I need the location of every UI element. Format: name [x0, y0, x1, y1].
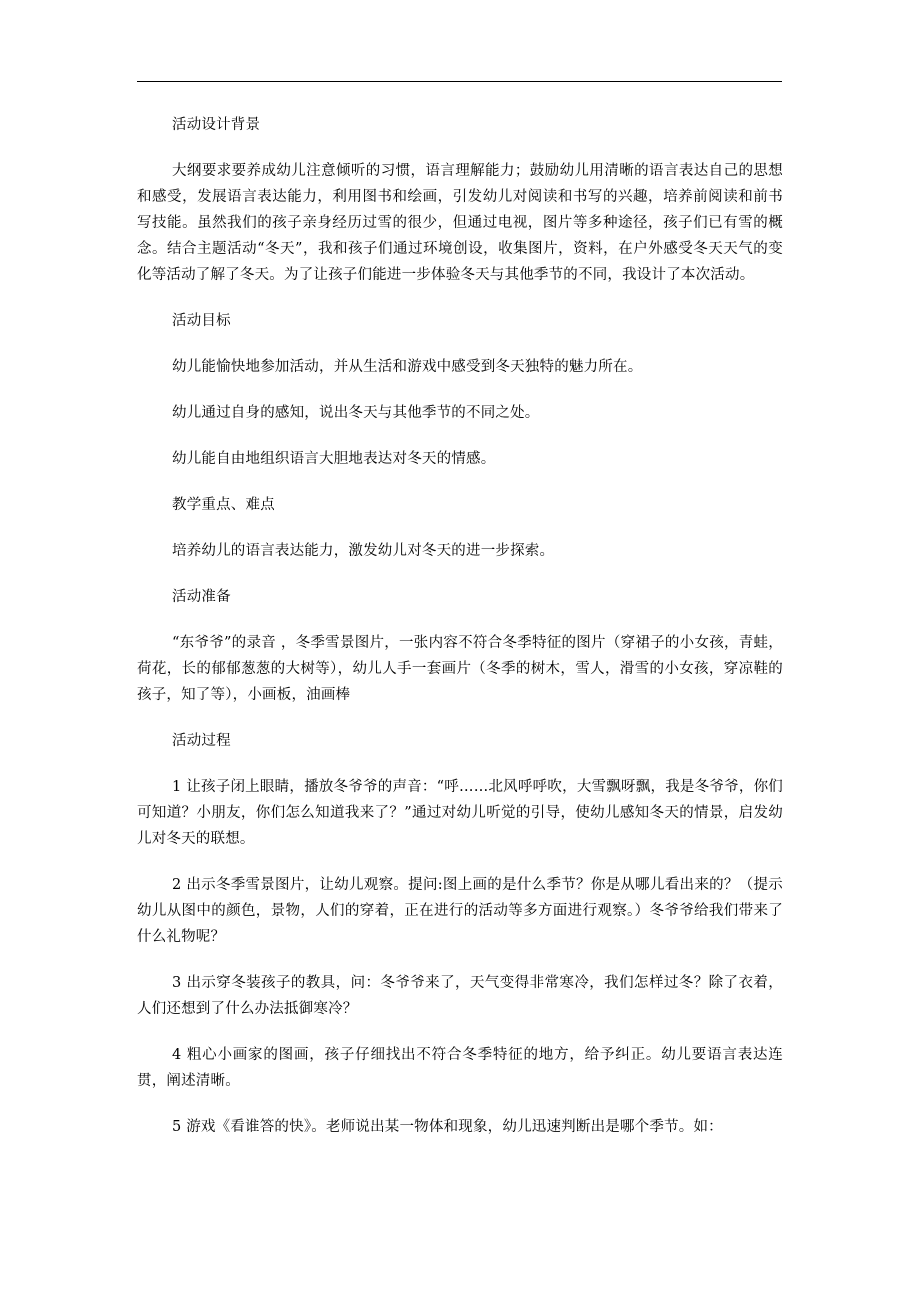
process-step: 3 出示穿冬装孩子的教具，问：冬爷爷来了，天气变得非常寒冷，我们怎样过冬？除了衣着，人们还想到了什么办法抵御寒冷？: [137, 975, 783, 1017]
preparation-paragraph: “东爷爷”的录音 ，冬季雪景图片，一张内容不符合冬季特征的图片（穿裙子的小女孩，青蛙，荷花，长的郁郁葱葱的大树等），幼儿人手一套画片（冬季的树木，雪人，滑雪的小女孩，穿凉鞋的孩子，知了等），小画板，油画棒: [137, 635, 783, 703]
process-step: 2 出示冬季雪景图片，让幼儿观察。提问:图上画的是什么季节？你是从哪儿看出来的？（提示幼儿从图中的颜色，景物，人们的穿着，正在进行的活动等多方面进行观察。）冬爷爷给我们带来了什么礼物呢？: [137, 877, 783, 945]
key-points-paragraph: 培养幼儿的语言表达能力，激发幼儿对冬天的进一步探索。: [172, 543, 555, 559]
section-heading-background: 活动设计背景: [172, 117, 261, 133]
background-paragraph: 大纲要求要养成幼儿注意倾听的习惯，语言理解能力；鼓励幼儿用清晰的语言表达自己的思想和感受，发展语言表达能力，利用图书和绘画，引发幼儿对阅读和书写的兴趣，培养前阅读和前书写技能。虽然我们的孩子亲身经历过雪的很少，但通过电视，图片等多种途径，孩子们已有雪的概念。结合主题活动“冬天”，我和孩子们通过环境创设，收集图片，资料，在户外感受冬天天气的变化等活动了解了冬天。为了让孩子们能进一步体验冬天与其他季节的不同，我设计了本次活动。: [137, 163, 783, 283]
process-step: 1 让孩子闭上眼睛，播放冬爷爷的声音：“呼……北风呼呼吹，大雪飘呀飘，我是冬爷爷，你们可知道？小朋友，你们怎么知道我来了？”通过对幼儿听觉的引导，使幼儿感知冬天的情景，启发幼儿对冬天的联想。: [137, 779, 783, 847]
section-heading-process: 活动过程: [172, 733, 231, 749]
header-rule: [137, 81, 782, 82]
document-body: [137, 112, 783, 1160]
section-heading-preparation: 活动准备: [172, 589, 231, 605]
process-step: 4 粗心小画家的图画，孩子仔细找出不符合冬季特征的地方，给予纠正。幼儿要语言表达连贯，阐述清晰。: [137, 1047, 783, 1089]
goal-item: 幼儿能自由地组织语言大胆地表达对冬天的情感。: [172, 451, 496, 467]
goal-item: 幼儿通过自身的感知，说出冬天与其他季节的不同之处。: [172, 405, 540, 421]
goal-item: 幼儿能愉快地参加活动，并从生活和游戏中感受到冬天独特的魅力所在。: [172, 359, 643, 375]
section-heading-key-points: 教学重点、难点: [172, 497, 275, 513]
process-step: 5 游戏《看谁答的快》。老师说出某一物体和现象，幼儿迅速判断出是哪个季节。如：: [172, 1119, 723, 1135]
section-heading-goals: 活动目标: [172, 313, 231, 329]
